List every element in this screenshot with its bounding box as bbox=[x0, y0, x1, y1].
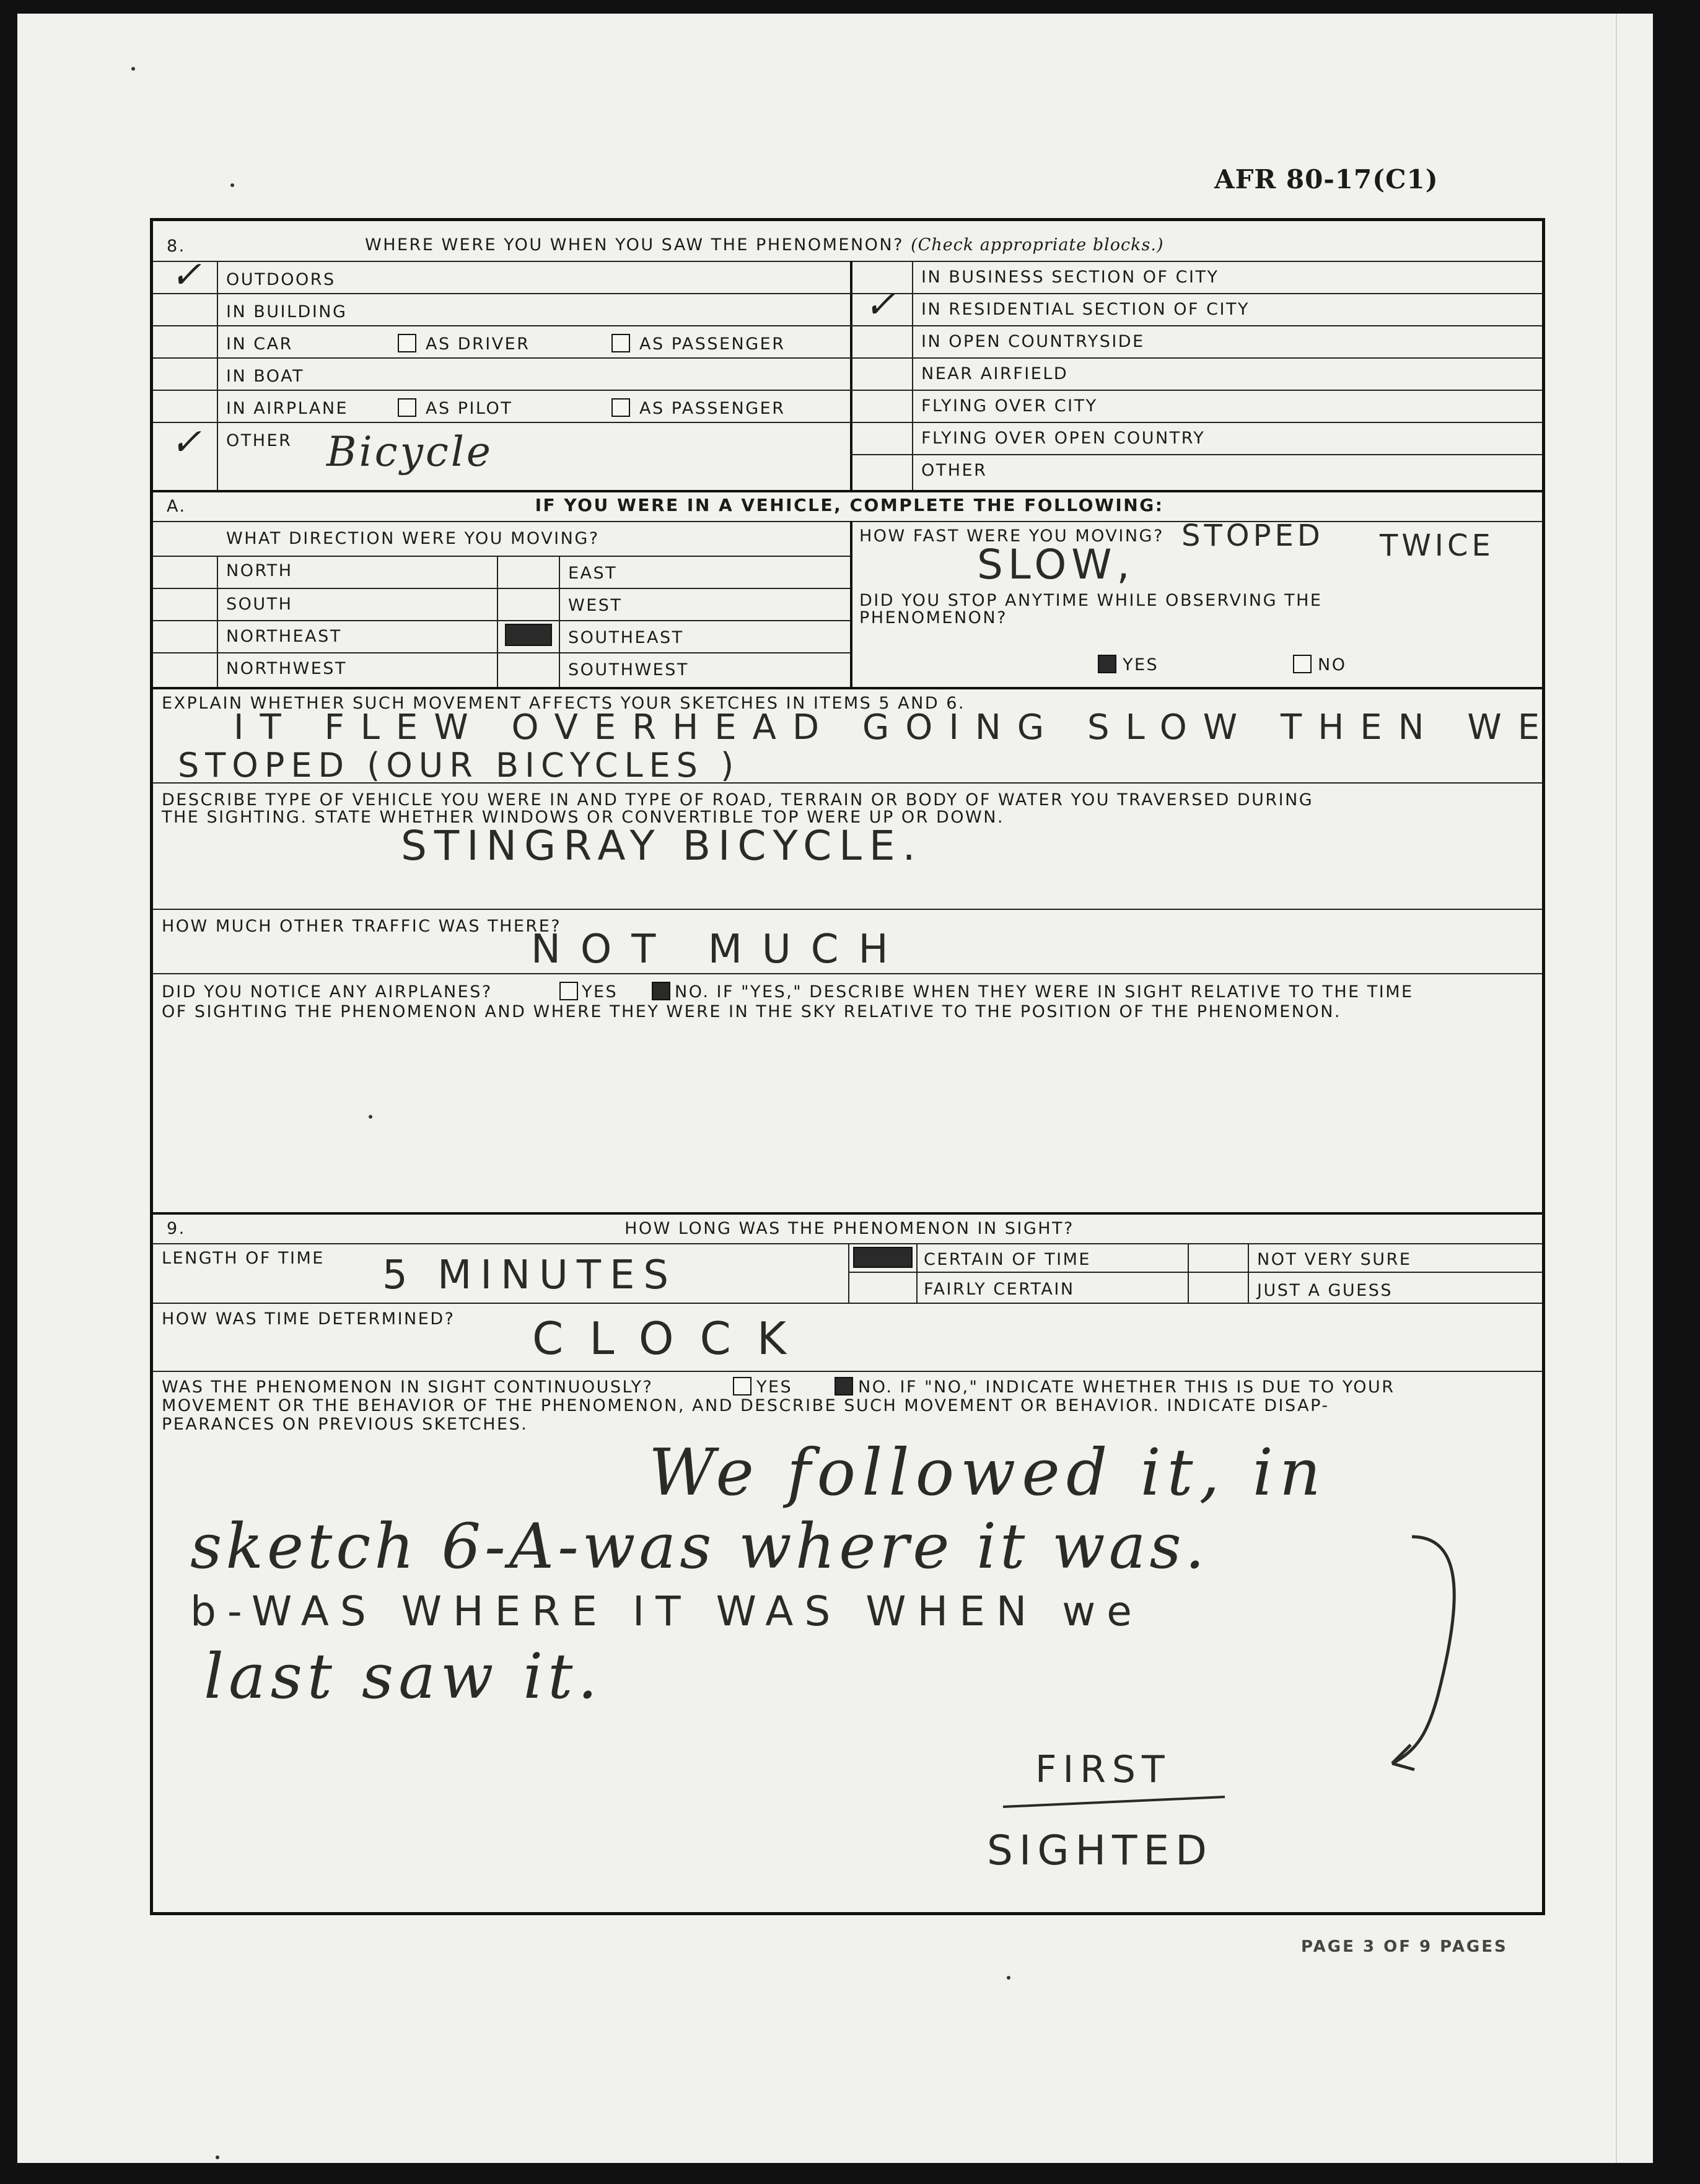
airplanes-yes-label: YES bbox=[582, 982, 618, 1002]
check-mark: ✓ bbox=[170, 421, 202, 464]
direction-northeast[interactable]: NORTHEAST bbox=[226, 627, 342, 646]
option-in-car[interactable]: IN CAR bbox=[226, 334, 293, 354]
duration-heading: HOW LONG WAS THE PHENOMENON IN SIGHT? bbox=[624, 1219, 1074, 1238]
length-label: LENGTH OF TIME bbox=[162, 1249, 325, 1268]
option-residential-section[interactable]: IN RESIDENTIAL SECTION OF CITY bbox=[921, 300, 1250, 319]
vehicle-question: DESCRIBE TYPE OF VEHICLE YOU WERE IN AND TYPE OF ROAD, TERRAIN OR BODY OF WATER YOU TRAVERSED DURING bbox=[162, 790, 1314, 810]
vehicle-heading: IF YOU WERE IN A VEHICLE, COMPLETE THE FOLLOWING: bbox=[535, 495, 1164, 515]
traffic-question: HOW MUCH OTHER TRAFFIC WAS THERE? bbox=[162, 917, 562, 936]
length-answer: 5 MINUTES bbox=[382, 1252, 678, 1298]
section-instruction: (Check appropriate blocks.) bbox=[911, 235, 1164, 255]
stop-question-cont: PHENOMENON? bbox=[859, 608, 1007, 627]
direction-south[interactable]: SOUTH bbox=[226, 595, 293, 614]
option-not-very-sure[interactable]: NOT VERY SURE bbox=[1257, 1250, 1412, 1269]
option-other[interactable]: OTHER bbox=[226, 431, 292, 450]
continuous-answer-line-1: We followed it, in bbox=[649, 1435, 1327, 1510]
option-near-airfield[interactable]: NEAR AIRFIELD bbox=[921, 364, 1069, 383]
sighting-form bbox=[150, 218, 1556, 1915]
direction-southeast[interactable]: SOUTHEAST bbox=[568, 628, 684, 647]
form-id: AFR 80-17(C1) bbox=[1214, 164, 1439, 194]
speed-answer-note-2: TWICE bbox=[1380, 528, 1494, 563]
option-as-pilot: AS PILOT bbox=[426, 399, 513, 418]
note-sighted: SIGHTED bbox=[987, 1827, 1213, 1874]
speed-answer-note: STOPED bbox=[1181, 518, 1324, 553]
speed-answer: SLOW, bbox=[977, 541, 1135, 588]
option-other-right[interactable]: OTHER bbox=[921, 461, 988, 480]
scan-speck bbox=[216, 2156, 219, 2159]
annotation-arrow bbox=[153, 221, 1542, 1912]
continuous-yes-label: YES bbox=[756, 1378, 793, 1397]
stop-no-label: NO bbox=[1318, 655, 1347, 675]
movement-answer-line-1: IT FLEW OVERHEAD GOING SLOW THEN WE bbox=[234, 707, 1556, 748]
scan-speck bbox=[131, 67, 135, 71]
note-first: FIRST bbox=[1035, 1748, 1171, 1791]
traffic-answer: NOT MUCH bbox=[531, 927, 908, 972]
movement-question: EXPLAIN WHETHER SUCH MOVEMENT AFFECTS YOUR SKETCHES IN ITEMS 5 AND 6. bbox=[162, 694, 965, 713]
continuous-no-text: NO. IF "NO," INDICATE WHETHER THIS IS DUE TO YOUR bbox=[858, 1378, 1395, 1397]
stop-question: DID YOU STOP ANYTIME WHILE OBSERVING THE bbox=[859, 591, 1323, 610]
option-flying-over-city[interactable]: FLYING OVER CITY bbox=[921, 396, 1098, 416]
option-just-a-guess[interactable]: JUST A GUESS bbox=[1257, 1281, 1393, 1300]
section-number: 8. bbox=[167, 237, 186, 256]
direction-northwest[interactable]: NORTHWEST bbox=[226, 659, 347, 678]
option-outdoors[interactable]: OUTDOORS bbox=[226, 270, 336, 289]
direction-west[interactable]: WEST bbox=[568, 596, 623, 615]
determined-question: HOW WAS TIME DETERMINED? bbox=[162, 1309, 455, 1329]
continuous-question-cont-2: PEARANCES ON PREVIOUS SKETCHES. bbox=[162, 1415, 528, 1434]
direction-southwest[interactable]: SOUTHWEST bbox=[568, 660, 689, 679]
paper-edge bbox=[1616, 14, 1617, 2163]
option-flying-over-open-country[interactable]: FLYING OVER OPEN COUNTRY bbox=[921, 429, 1206, 448]
option-business-section[interactable]: IN BUSINESS SECTION OF CITY bbox=[921, 268, 1219, 287]
continuous-answer-line-2: sketch 6-A-was where it was. bbox=[190, 1510, 1209, 1583]
scan-speck bbox=[230, 183, 234, 187]
option-in-building[interactable]: IN BUILDING bbox=[226, 302, 348, 321]
option-as-passenger-2: AS PASSENGER bbox=[639, 399, 786, 418]
option-fairly-certain[interactable]: FAIRLY CERTAIN bbox=[924, 1280, 1075, 1299]
airplanes-question-cont: OF SIGHTING THE PHENOMENON AND WHERE THEY WERE IN THE SKY RELATIVE TO THE POSITION OF THE PHENOMENON. bbox=[162, 1002, 1341, 1021]
vehicle-answer: STINGRAY BICYCLE. bbox=[401, 822, 923, 870]
direction-east[interactable]: EAST bbox=[568, 564, 618, 583]
direction-north[interactable]: NORTH bbox=[226, 561, 293, 580]
check-mark: ✓ bbox=[170, 253, 202, 297]
option-as-passenger: AS PASSENGER bbox=[639, 334, 786, 354]
option-certain-of-time[interactable]: CERTAIN OF TIME bbox=[924, 1250, 1091, 1269]
option-in-boat[interactable]: IN BOAT bbox=[226, 367, 304, 386]
option-as-driver: AS DRIVER bbox=[426, 334, 530, 354]
scan-speck bbox=[1007, 1976, 1010, 1980]
continuous-question: WAS THE PHENOMENON IN SIGHT CONTINUOUSLY? bbox=[162, 1378, 654, 1397]
section-number: 9. bbox=[167, 1219, 186, 1238]
check-mark: ✓ bbox=[864, 283, 896, 326]
stop-yes-label: YES bbox=[1123, 655, 1159, 675]
page-number: PAGE 3 OF 9 PAGES bbox=[1301, 1937, 1508, 1956]
airplanes-no-text: NO. IF "YES," DESCRIBE WHEN THEY WERE IN SIGHT RELATIVE TO THE TIME bbox=[675, 982, 1414, 1002]
continuous-answer-line-4: last saw it. bbox=[204, 1640, 603, 1713]
speed-question: HOW FAST WERE YOU MOVING? bbox=[859, 526, 1164, 546]
movement-answer-line-2: STOPED (OUR BICYCLES ) bbox=[178, 746, 740, 785]
continuous-answer-line-3: b-WAS WHERE IT WAS WHEN we bbox=[190, 1588, 1143, 1635]
direction-question: WHAT DIRECTION WERE YOU MOVING? bbox=[226, 529, 600, 548]
vehicle-question-cont: THE SIGHTING. STATE WHETHER WINDOWS OR CONVERTIBLE TOP WERE UP OR DOWN. bbox=[162, 808, 1005, 827]
option-in-airplane[interactable]: IN AIRPLANE bbox=[226, 399, 349, 418]
airplanes-question-text: DID YOU NOTICE ANY AIRPLANES? bbox=[162, 982, 493, 1002]
section-letter: A. bbox=[167, 497, 186, 516]
determined-answer: CLOCK bbox=[532, 1313, 812, 1365]
other-answer: Bicycle bbox=[326, 428, 493, 476]
section-question: WHERE WERE YOU WHEN YOU SAW THE PHENOMENON? bbox=[365, 235, 904, 255]
continuous-question-cont: MOVEMENT OR THE BEHAVIOR OF THE PHENOMENON, AND DESCRIBE SUCH MOVEMENT OR BEHAVIOR. INDICATE DISAP- bbox=[162, 1396, 1330, 1415]
option-open-countryside[interactable]: IN OPEN COUNTRYSIDE bbox=[921, 332, 1145, 351]
